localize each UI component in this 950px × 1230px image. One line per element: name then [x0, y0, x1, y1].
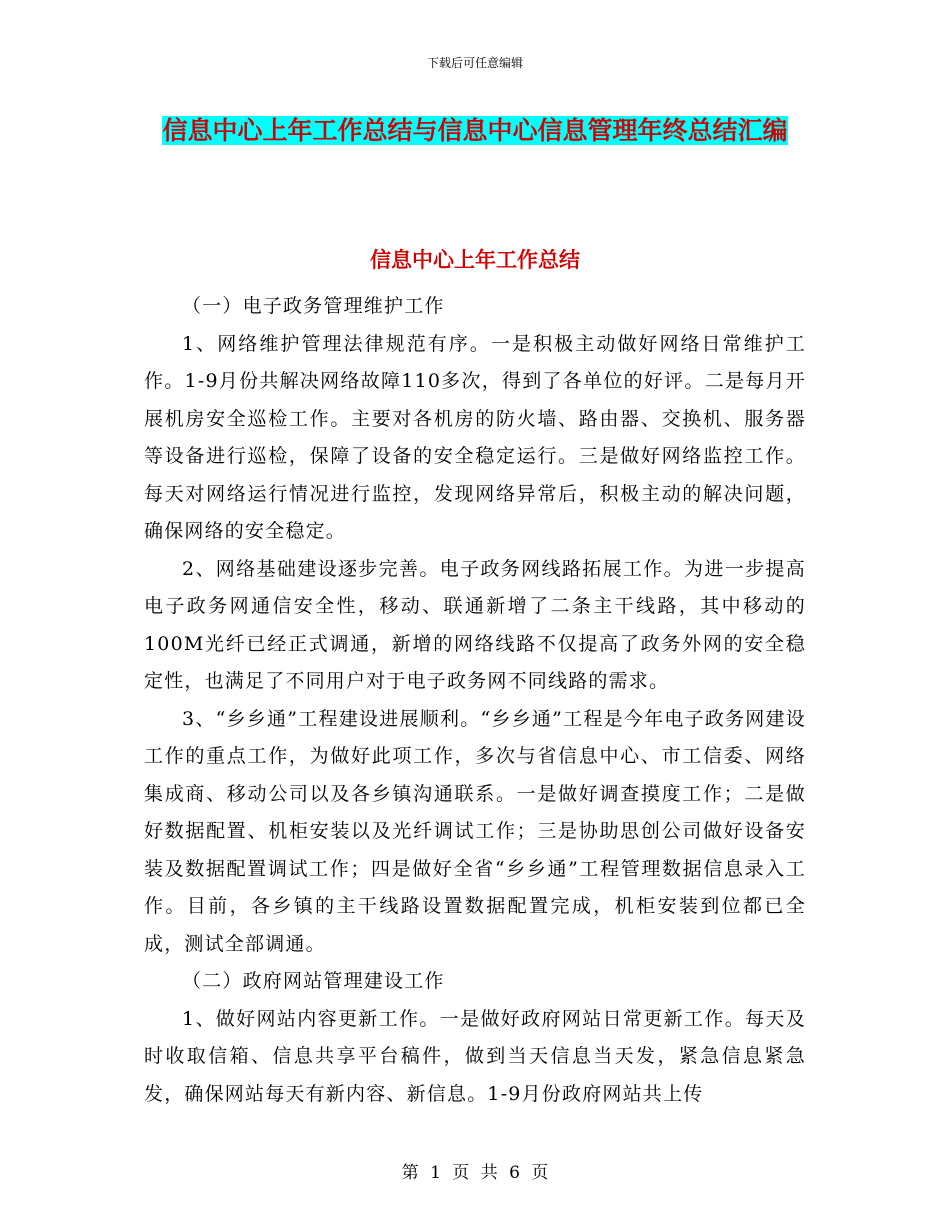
heading-government-website: （二）政府网站管理建设工作 [182, 970, 445, 992]
paragraph-network-maintenance: 1、网络维护管理法律规范有序。一是积极主动做好网络日常维护工作。1-9月份共解决网络故障110多次，得到了各单位的好评。二是每月开展机房安全巡检工作。主要对各机房的防火墙、路由器、交换机、服务器等设备进行巡检，保障了设备的安全稳定运行。三是做好网络监控工作。每天对网络运行情况进行监控，发现网络异常后，积极主动的解决问题，确保网络的安全稳定。 [144, 332, 806, 542]
page-footer: 第 1 页 共 6 页 [401, 1163, 549, 1183]
paragraph-website-update: 1、做好网站内容更新工作。一是做好政府网站日常更新工作。每天及时收取信箱、信息共享平台稿件，做到当天信息当天发，紧急信息紧急发，确保网站每天有新内容、新信息。1-9月份政府网站共上传 [144, 1007, 806, 1105]
document-title-text: 信息中心上年工作总结与信息中心信息管理年终总结汇编 [162, 116, 788, 145]
paragraph-township-project: 3、“乡乡通”工程建设进展顺利。“乡乡通”工程是今年电子政务网建设工作的重点工作，为做好此项工作，多次与省信息中心、市工信委、网络集成商、移动公司以及各乡镇沟通联系。一是做好调查摸度工作；二是做好数据配置、机柜安装以及光纤调试工作；三是协助思创公司做好设备安装及数据配置调试工作；四是做好全省“乡乡通”工程管理数据信息录入工作。目前，各乡镇的主干线路设置数据配置完成，机柜安装到位都已全成，测试全部调通。 [144, 707, 806, 955]
section-title: 信息中心上年工作总结 [370, 248, 580, 272]
heading-e-government: （一）电子政务管理维护工作 [182, 295, 445, 317]
document-body [144, 288, 806, 1113]
document-title [144, 108, 806, 154]
page-header: 下载后可任意编辑 [426, 56, 523, 70]
paragraph-network-infrastructure: 2、网络基础建设逐步完善。电子政务网线路拓展工作。为进一步提高电子政务网通信安全性，移动、联通新增了二条主干线路，其中移动的100M光纤已经正式调通，新增的网络线路不仅提高了政务外网的安全稳定性，也满足了不同用户对于电子政务网不同线路的需求。 [144, 557, 806, 692]
